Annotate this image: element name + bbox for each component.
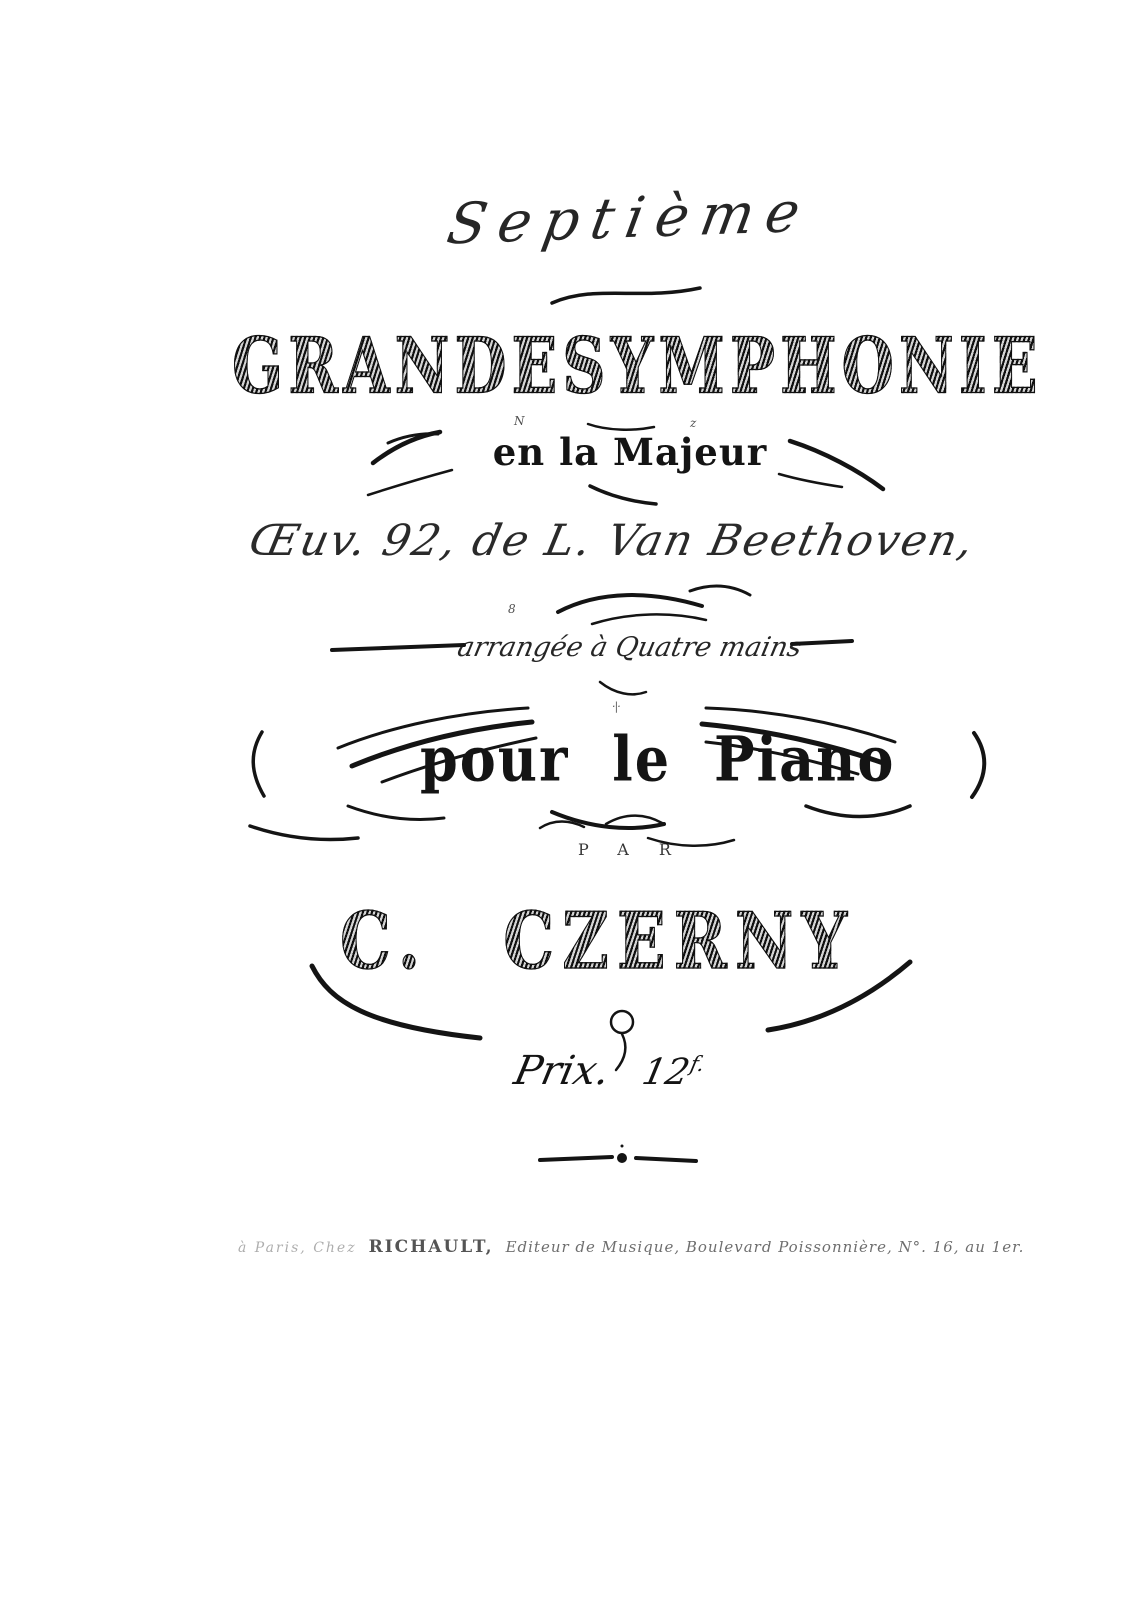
imprint-publisher: RICHAULT, <box>368 1237 494 1257</box>
flourish-under-septieme <box>552 288 700 303</box>
arranger-surname: CZERNY <box>503 896 855 988</box>
price-number: 12 <box>638 1052 694 1093</box>
arc-bottom-left <box>348 806 444 820</box>
divider-dot <box>617 1153 627 1163</box>
flourish-key-right-lower <box>779 474 842 487</box>
paren-right <box>972 733 984 797</box>
main-title <box>232 322 1043 412</box>
series-title-text: Septième <box>442 179 818 258</box>
flourish-key-left-upper <box>373 432 440 463</box>
series-title <box>399 178 861 259</box>
price-unit: f. <box>688 1052 707 1076</box>
main-title-word-2: SYMPHONIE <box>562 322 1043 412</box>
engraver-mark: ·|· <box>612 700 620 713</box>
main-title-word-1: GRANDE <box>232 322 563 412</box>
flourish-opus-below-3 <box>690 586 750 595</box>
divider-right <box>636 1158 696 1161</box>
arrangement-line-text: arrangée à Quatre mains <box>454 632 805 663</box>
arrangement-line <box>430 632 830 663</box>
instrumentation-line: pour le Piano <box>420 722 896 796</box>
opus-line-text: Œuv. 92, de L. Van Beethoven, <box>244 516 980 566</box>
opus-line <box>244 516 980 566</box>
arc-bottom-right <box>806 806 910 817</box>
price-line <box>510 1048 707 1094</box>
byline: PAR <box>578 840 701 859</box>
arranger-initial: C. <box>340 896 429 988</box>
flourish-under-title-left <box>388 434 438 443</box>
arc-bottom-far-left <box>250 826 358 840</box>
arranger-name <box>340 896 855 988</box>
loop-ornament <box>611 1011 633 1033</box>
engraver-mark: N <box>514 414 525 428</box>
divider-left <box>540 1157 612 1160</box>
flourish-opus-below-1 <box>558 595 702 612</box>
price-value <box>639 1052 707 1093</box>
imprint-line <box>238 1237 1038 1257</box>
engraver-mark: z <box>690 416 697 430</box>
key-line: en la Majeur <box>492 430 768 474</box>
flourish-key-left-lower <box>368 470 452 495</box>
imprint-detail: Editeur de Musique, Boulevard Poissonnière, N°. 16, au 1er. <box>505 1238 1025 1256</box>
paren-left <box>253 732 264 796</box>
flourish-under-title-center <box>588 424 654 430</box>
price-label: Prix. <box>510 1048 614 1094</box>
arc-bottom-center <box>552 812 664 828</box>
curl-par-left <box>540 822 584 829</box>
flourish-center-arc <box>600 682 646 694</box>
flourish-key-below <box>590 486 656 504</box>
imprint-prefix: à Paris, Chez <box>238 1240 357 1256</box>
engraver-mark: 8 <box>508 602 516 616</box>
divider-speck <box>621 1145 624 1148</box>
flourish-opus-below-2 <box>592 614 706 624</box>
curl-par-right <box>606 816 662 824</box>
